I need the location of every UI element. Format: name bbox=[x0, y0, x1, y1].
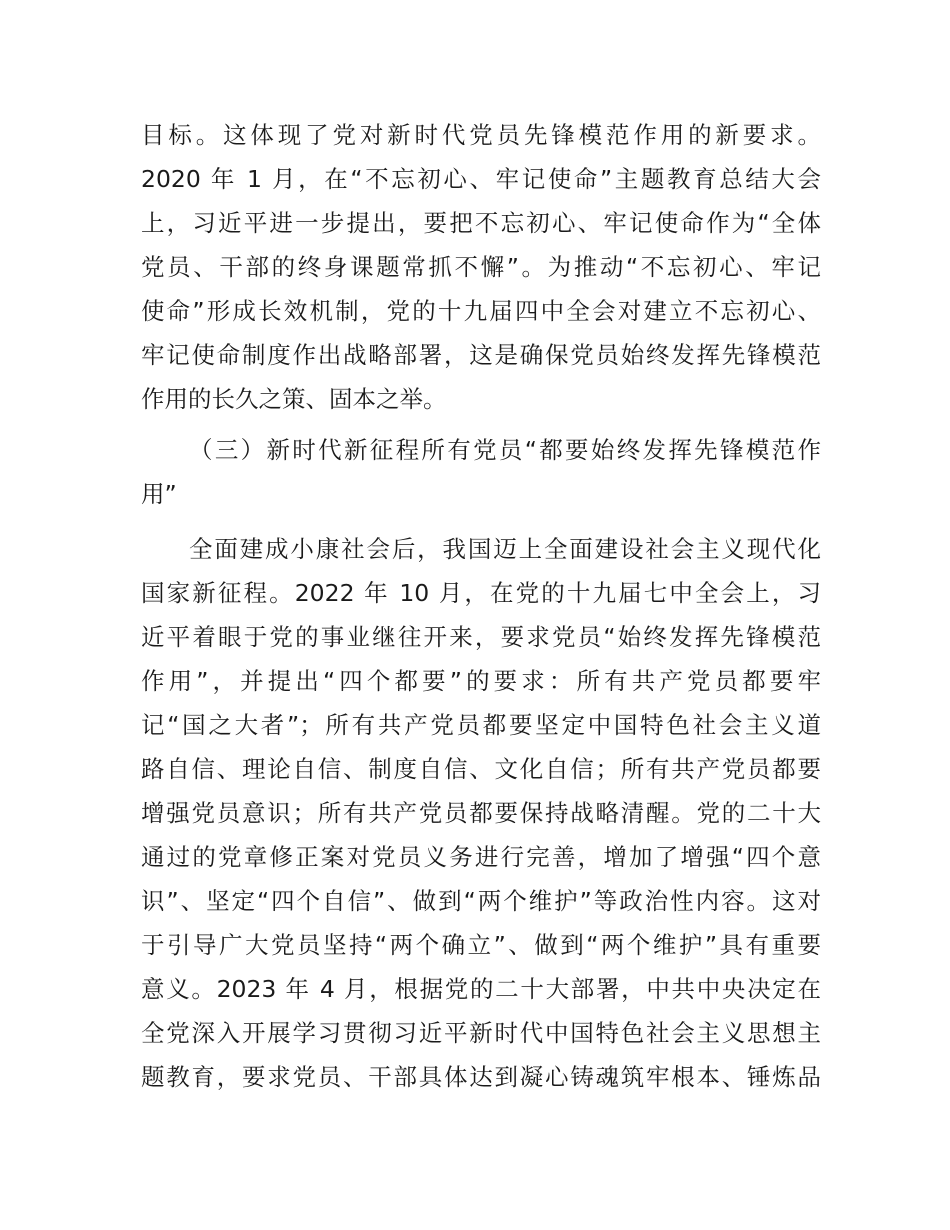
text-line: 作用的长久之策、固本之举。 bbox=[141, 385, 447, 413]
text-line: 于引导广大党员坚持“两个确立”、做到“两个维护”具有重要 bbox=[141, 931, 821, 959]
text-line: 全党深入开展学习贯彻习近平新时代中国特色社会主义思想主 bbox=[141, 1019, 821, 1047]
text-line: 国家新征程。2022 年 10 月，在党的十九届七中全会上，习 bbox=[141, 579, 821, 607]
heading-line: （三）新时代新征程所有党员“都要始终发挥先锋模范作 bbox=[189, 436, 821, 464]
text-line: 党员、干部的终身课题常抓不懈”。为推动“不忘初心、牢记 bbox=[141, 253, 821, 281]
text-line: 记“国之大者”；所有共产党员都要坚定中国特色社会主义道 bbox=[141, 711, 821, 739]
text-line: 通过的党章修正案对党员义务进行完善，增加了增强“四个意 bbox=[141, 843, 821, 871]
text-line: 上，习近平进一步提出，要把不忘初心、牢记使命作为“全体 bbox=[141, 209, 821, 237]
text-line: 牢记使命制度作出战略部署，这是确保党员始终发挥先锋模范 bbox=[141, 341, 821, 369]
text-line: 使命”形成长效机制，党的十九届四中全会对建立不忘初心、 bbox=[141, 297, 821, 325]
text-line: 题教育，要求党员、干部具体达到凝心铸魂筑牢根本、锤炼品 bbox=[141, 1063, 821, 1091]
text-line: 近平着眼于党的事业继往开来，要求党员“始终发挥先锋模范 bbox=[141, 623, 821, 651]
text-line: 意义。2023 年 4 月，根据党的二十大部署，中共中央决定在 bbox=[141, 975, 821, 1003]
text-line: 2020 年 1 月，在“不忘初心、牢记使命”主题教育总结大会 bbox=[141, 165, 821, 193]
text-line: 作用”，并提出“四个都要”的要求：所有共产党员都要牢 bbox=[141, 667, 821, 695]
text-line: 识”、坚定“四个自信”、做到“两个维护”等政治性内容。这对 bbox=[141, 887, 821, 915]
text-line: 增强党员意识；所有共产党员都要保持战略清醒。党的二十大 bbox=[141, 799, 821, 827]
heading-line: 用” bbox=[141, 480, 177, 508]
text-line: 目标。这体现了党对新时代党员先锋模范作用的新要求。 bbox=[141, 121, 821, 149]
text-line: 全面建成小康社会后，我国迈上全面建设社会主义现代化 bbox=[189, 535, 821, 563]
text-line: 路自信、理论自信、制度自信、文化自信；所有共产党员都要 bbox=[141, 755, 821, 783]
